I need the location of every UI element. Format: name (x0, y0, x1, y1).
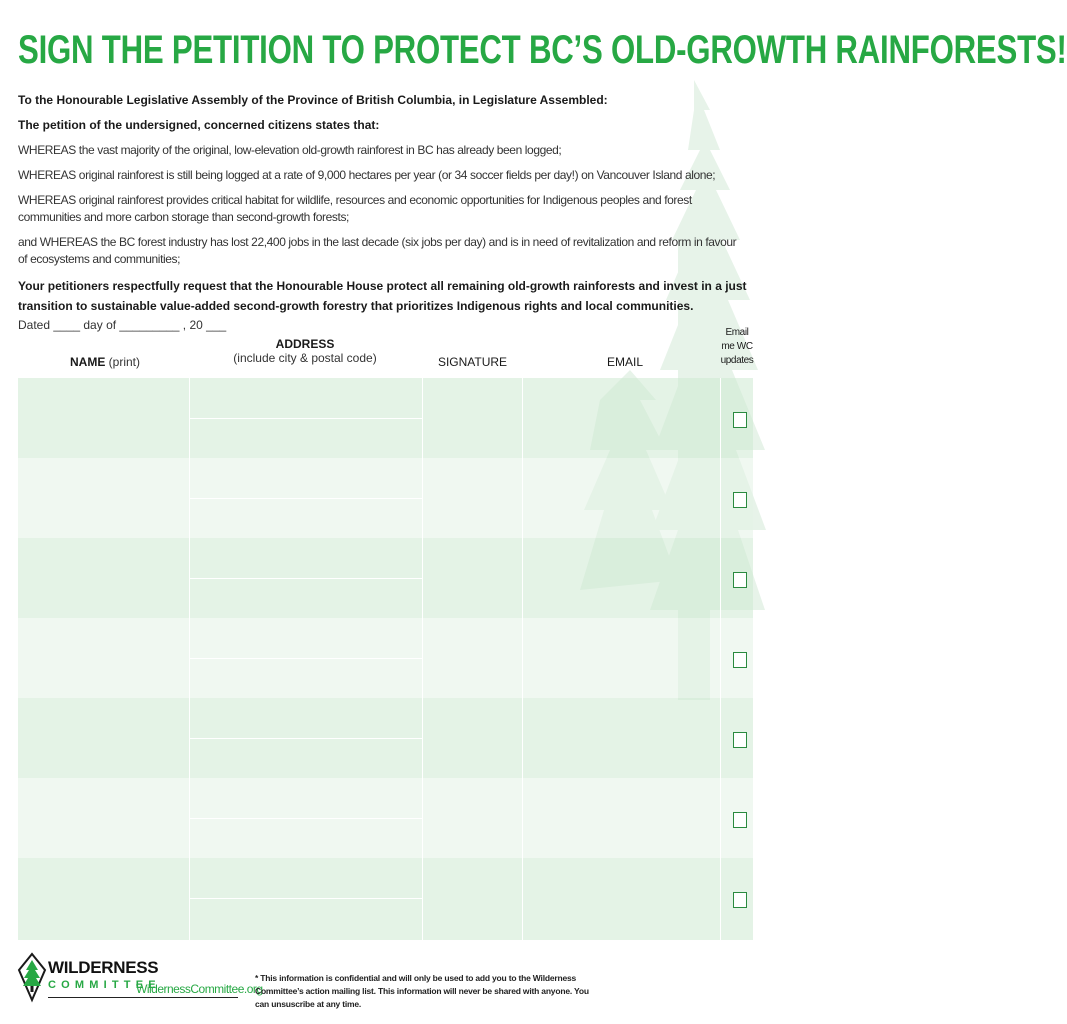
address-split-line (190, 498, 422, 499)
email-updates-checkbox[interactable] (733, 812, 747, 828)
whereas-clause-2: WHEREAS original rainforest is still being logged at a rate of 9,000 hectares per year (or 34 soccer fields per day!) on Vancouver Island alone; (18, 168, 716, 182)
column-header-updates-line-1: Email (725, 327, 749, 338)
page-title: SIGN THE PETITION TO PROTECT BC’S OLD-GROWTH RAINFORESTS! (18, 28, 1067, 72)
petition-text (18, 92, 748, 324)
column-header-address-sub: (include city & postal code) (233, 351, 377, 365)
email-updates-checkbox[interactable] (733, 492, 747, 508)
website-link[interactable]: WildernessCommittee.org (136, 982, 263, 996)
wilderness-committee-logo (18, 952, 263, 1004)
whereas-clause-3: WHEREAS original rainforest provides critical habitat for wildlife, resources and economic opportunities for Indigenous peoples and forest communities and more carbon storage than second-growth forests; (18, 193, 692, 224)
email-updates-checkbox[interactable] (733, 572, 747, 588)
address-split-line (190, 658, 422, 659)
column-header-name (40, 355, 170, 369)
logo-tree-icon (18, 952, 46, 1004)
address-split-line (190, 818, 422, 819)
whereas-clause-4: and WHEREAS the BC forest industry has lost 22,400 jobs in the last decade (six jobs per day) and is in need of revitalization and reform in favour of ecosystems and communities; (18, 235, 737, 266)
petition-request: Your petitioners respectfully request that the Honourable House protect all remaining old-growth rainforests and invest in a just transition to sustainable value-added second-growth forestry that prioritizes Indigenous rights and local communities. (18, 279, 747, 313)
column-header-updates-line-2: me WC (721, 341, 753, 352)
address-split-line (190, 898, 422, 899)
whereas-clause-1: WHEREAS the vast majority of the original, low-elevation old-growth rainforest in BC has already been logged; (18, 143, 562, 157)
column-header-updates (716, 326, 758, 368)
petition-states-line: The petition of the undersigned, concerned citizens states that: (18, 118, 380, 132)
email-updates-checkbox[interactable] (733, 732, 747, 748)
column-header-name-label: NAME (69, 355, 106, 369)
column-divider (422, 378, 423, 940)
table-row[interactable] (18, 858, 753, 940)
logo-subtitle: COMMITTEE (48, 979, 161, 991)
petition-address-line: To the Honourable Legislative Assembly of the Province of British Columbia, in Legislature Assembled: (18, 93, 608, 107)
logo-underline (48, 997, 238, 998)
column-header-signature: SIGNATURE (437, 355, 508, 369)
column-header-name-sub: (print) (108, 355, 141, 369)
column-header-email: EMAIL (606, 355, 643, 369)
column-header-address (200, 337, 410, 365)
email-updates-checkbox[interactable] (733, 652, 747, 668)
column-divider (522, 378, 523, 940)
dated-line: Dated ____ day of _________ , 20 ___ (18, 318, 227, 332)
column-header-updates-line-3: updates (720, 355, 754, 366)
email-updates-checkbox[interactable] (733, 412, 747, 428)
logo-wordmark: WILDERNESS (48, 958, 159, 977)
column-divider (189, 378, 190, 940)
address-split-line (190, 738, 422, 739)
address-split-line (190, 578, 422, 579)
email-updates-checkbox[interactable] (733, 892, 747, 908)
address-split-line (190, 418, 422, 419)
signature-table (18, 378, 753, 940)
column-header-address-label: ADDRESS (275, 337, 335, 351)
privacy-footnote: * This information is confidential and will only be used to add you to the Wilderness Committee’s action mailing list. This information will never be shared with anyone. You can unsuscribe at any time. (255, 973, 589, 1009)
column-divider (720, 378, 721, 940)
